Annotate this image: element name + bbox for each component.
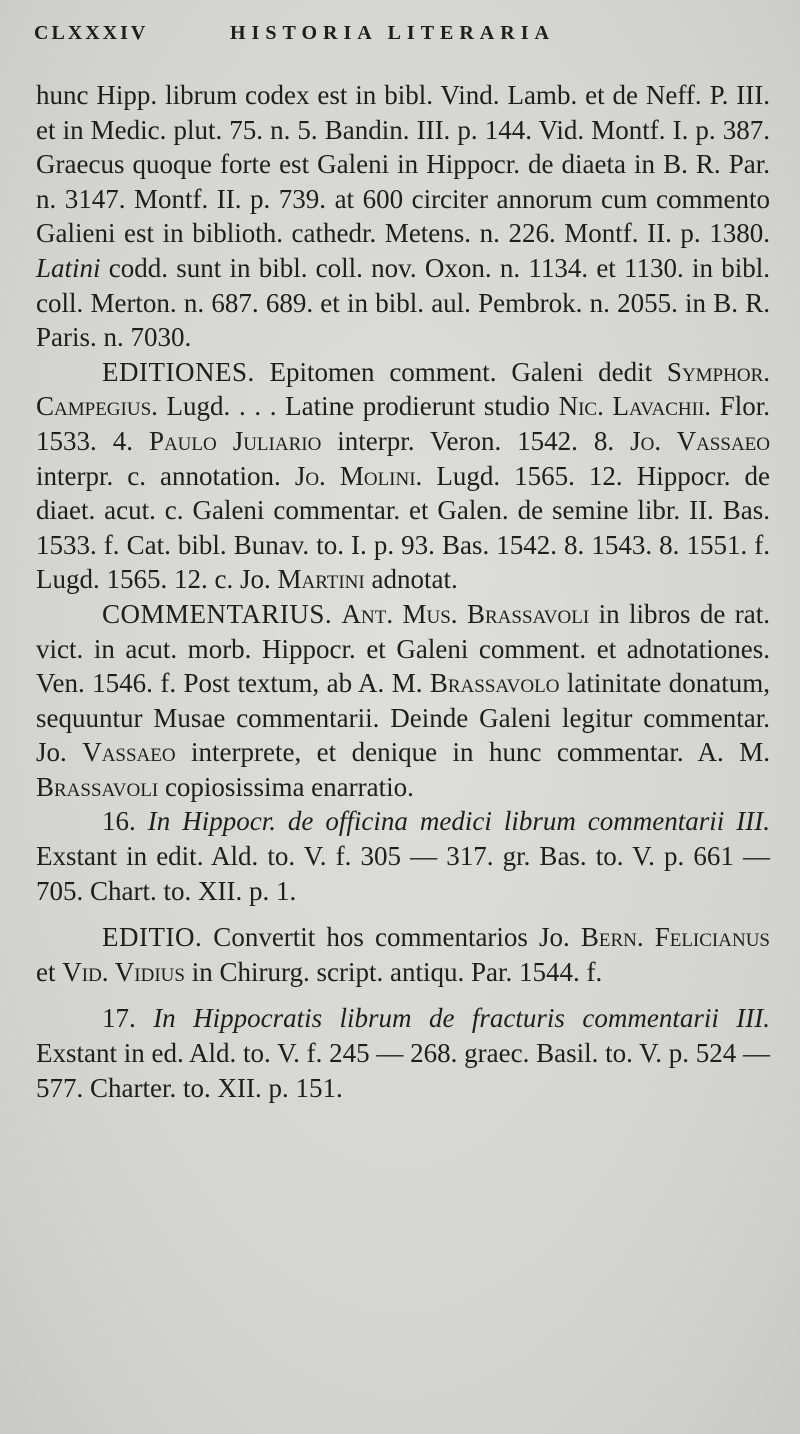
text-run: hunc Hipp. librum codex est in bibl. Vind. Lamb. et de Neff. P. III. et in Medic. plut. 75. n. 5. Bandin. III. p. 144. Vid. Montf. I. p. 387. Graecus quoque forte est Galeni in Hippocr. de diaeta in B. R. Par. n. 3147. Montf. II. p. 739. at 600 circiter annorum cum commento Galieni est in biblioth. cathedr. Metens. n. 226. Montf. II. p. 1380.	[36, 80, 770, 249]
text-run: Epitomen comment. Galeni dedit	[254, 356, 667, 387]
running-title: HISTORIA LITERARIA	[230, 22, 555, 44]
text-run: Exstant in ed. Ald. to. V. f. 245 — 268. graec. Basil. to. V. p. 524 — 577. Charter. to. XII. p. 151.	[36, 1038, 770, 1103]
page-number: CLXXXIV	[34, 22, 149, 44]
text-run: interpr. Veron. 1542. 8.	[321, 425, 631, 456]
text-run: Exstant in edit. Ald. to. V. f. 305 — 317. gr. Bas. to. V. p. 661 — 705. Chart. to. XII. p. 1.	[36, 841, 770, 906]
text-run: in libros de rat. vict. in acut. morb. Hippocr. et Galeni comment. et adnotationes. Ven. 1546. f. Post textum, ab A. M.	[36, 598, 771, 699]
text-run: adnotat.	[364, 564, 458, 595]
author-name: Bern. Felicianus	[580, 922, 770, 953]
author-name: Martini	[277, 564, 365, 595]
text-run: codd. sunt in bibl. coll. nov. Oxon. n. 1134. et 1130. in bibl. coll. Merton. n. 687. 689. et in bibl. aul. Pembrok. n. 2055. in B. R. Paris. n. 7030.	[36, 252, 770, 353]
text-run: 16.	[102, 806, 148, 837]
text-run: Flor. 1533. 4.	[36, 391, 770, 456]
italic-title: Latini	[36, 252, 101, 283]
author-name: Vid. Vidius	[62, 956, 185, 987]
section-heading: COMMENTARIUS.	[102, 598, 333, 629]
author-name: Brassavoli	[36, 771, 159, 802]
author-name: Ant. Mus. Brassavoli	[341, 598, 590, 629]
paragraph	[36, 597, 770, 805]
italic-title: In Hippocr. de officina medici librum commentarii III.	[147, 806, 770, 837]
text-run: Convertit hos commentarios Jo.	[202, 922, 581, 953]
paragraph-gap	[36, 908, 770, 920]
text-run: Lugd. 1565. 12. Hippocr. de diaet. acut. c. Galeni commentar. et Galen. de semine libr. II. Bas. 1533. f. Cat. bibl. Bunav. to. I. p. 93. Bas. 1542. 8. 1543. 8. 1551. f. Lugd. 1565. 12. c. Jo.	[36, 460, 770, 595]
author-name: Symphor. Campegius.	[36, 356, 770, 422]
text-run: interprete, et denique in hunc commentar. A. M.	[175, 737, 770, 768]
paragraph	[36, 1001, 770, 1105]
author-name: Jo. Vassaeo	[630, 425, 770, 456]
text-run: latinitate donatum, sequuntur Musae commentarii. Deinde Galeni legitur commentar. Jo.	[36, 668, 770, 768]
author-name: Brassavolo	[429, 668, 560, 699]
section-heading: EDITIO.	[102, 922, 203, 953]
paragraph	[36, 355, 770, 597]
text-run: copiosissima enarratio.	[158, 771, 414, 802]
author-name: Jo. Molini.	[294, 460, 423, 491]
paragraph	[36, 920, 770, 989]
text-run	[332, 599, 341, 629]
body-text	[36, 78, 770, 1105]
paragraph	[36, 78, 770, 355]
text-run: Lugd. . . . Latine prodierunt studio	[157, 391, 559, 422]
text-run: et	[36, 956, 63, 987]
text-run: interpr. c. annotation.	[36, 460, 295, 491]
author-name: Vassaeo	[82, 737, 176, 768]
paragraph	[36, 804, 770, 908]
author-name: Paulo Juliario	[148, 425, 322, 456]
paragraph-gap	[36, 989, 770, 1001]
author-name: Nic. Lavachii.	[558, 391, 712, 422]
italic-title: In Hippocratis librum de fracturis commentarii III.	[153, 1003, 770, 1034]
text-run: in Chirurg. script. antiqu. Par. 1544. f.	[184, 956, 603, 987]
section-heading: EDITIONES.	[102, 356, 255, 387]
text-run: 17.	[102, 1003, 154, 1034]
